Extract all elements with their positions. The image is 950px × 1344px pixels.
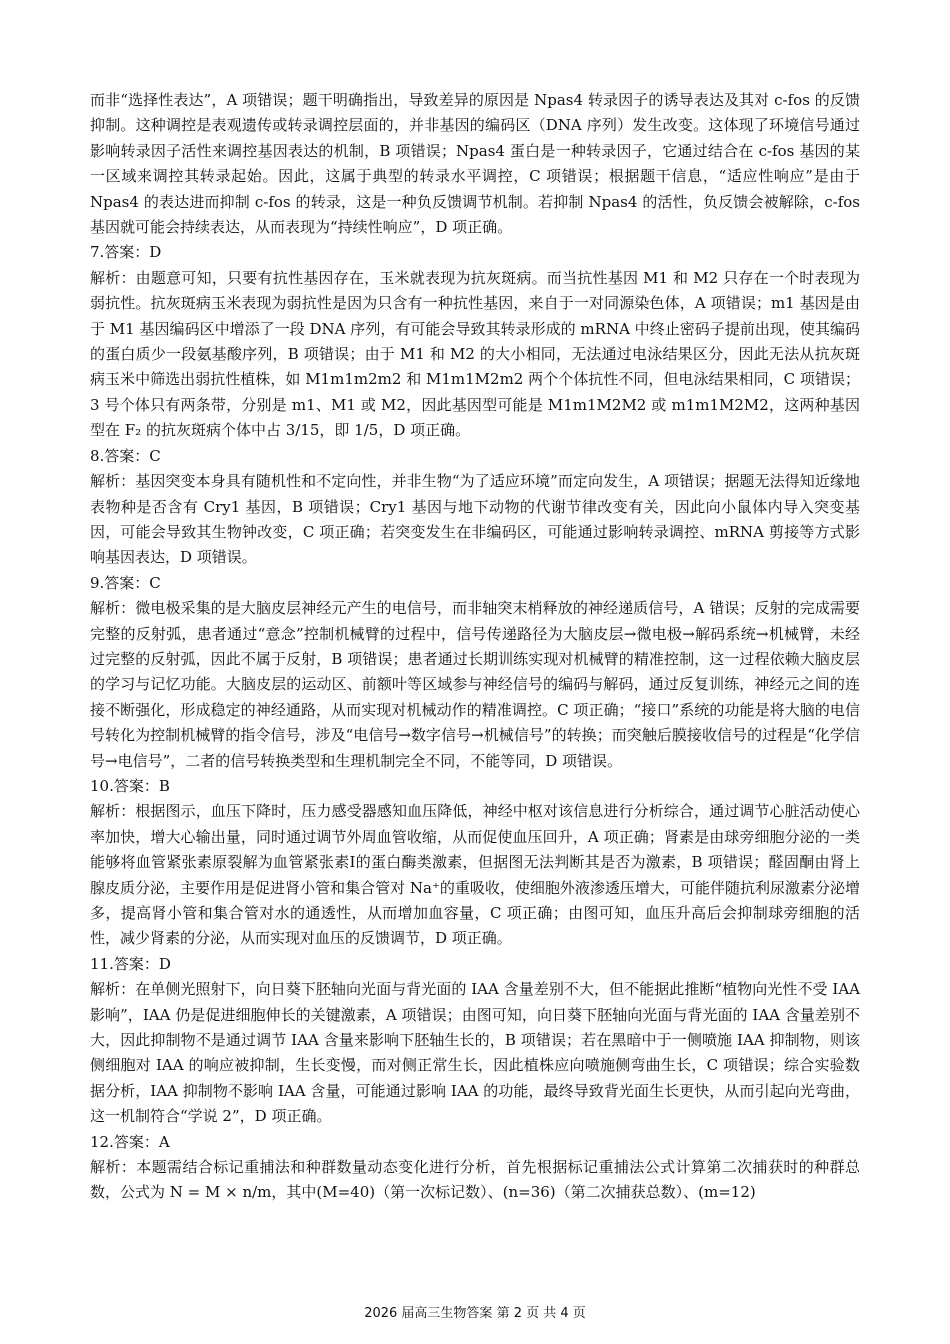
page-footer: 2026 届高三生物答案 第 2 页 共 4 页 [364, 1306, 586, 1321]
paragraph-q6-continuation: 而非“选择性表达”，A 项错误；题干明确指出，导致差异的原因是 Npas4 转录因子的诱导表达及其对 c-fos 的反馈抑制。这种调控是表观遗传或转录调控层面的，并非基因的编码区（DNA 序列）发生改变。这体现了环境信号通过影响转录因子活性来调控基因表达的机制，B 项错误；Npas4 蛋白是一种转录因子，它通过结合在 c-fos 基因的某一区域来调控其转录起始。因此，这属于典型的转录水平调控，C 项错误；根据题干信息，“适应性响应”是由于 Npas4 的表达进而抑制 c-fos 的转录，这是一种负反馈调节机制。若抑制 Npas4 的活性，负反馈会被解除，c-fos 基因就可能会持续表达，从而表现为“持续性响应”，D 项正确。 [90, 91, 860, 237]
analysis-q10: 解析：根据图示，血压下降时，压力感受器感知血压降低，神经中枢对该信息进行分析综合，通过调节心脏活动使心率加快，增大心输出量，同时通过调节外周血管收缩，从而促使血压回升，A 项正确；肾素是由球旁细胞分泌的一类能够将血管紧张素原裂解为血管紧张素Ⅰ的蛋白酶类激素，但据图无法判断其是否为激素，B 项错误；醛固酮由肾上腺皮质分泌，主要作用是促进肾小管和集合管对 Na⁺的重吸收，使细胞外液渗透压增大，可能伴随抗利尿激素分泌增多，提高肾小管和集合管对水的通透性，从而增加血容量，C 项正确；由图可知，血压升高后会抑制球旁细胞的活性，减少肾素的分泌，从而实现对血压的反馈调节，D 项正确。 [90, 802, 860, 948]
analysis-q11: 解析：在单侧光照射下，向日葵下胚轴向光面与背光面的 IAA 含量差别不大，但不能据此推断“植物向光性不受 IAA 影响”，IAA 仍是促进细胞伸长的关键激素，A 项错误；由图可知，向日葵下胚轴向光面与背光面的 IAA 含量差别不大，因此抑制物不是通过调节 IAA 含量来影响下胚轴生长的，B 项错误；若在黑暗中于一侧喷施 IAA 抑制物，则该侧细胞对 IAA 的响应被抑制，生长变慢，而对侧正常生长，因此植株应向喷施侧弯曲生长，C 项错误；综合实验数据分析，IAA 抑制物不影响 IAA 含量，可能通过影响 IAA 的功能，最终导致背光面生长更快，从而引起向光弯曲，这一机制符合“学说 2”，D 项正确。 [90, 980, 860, 1126]
answer-q12: 12.答案：A [90, 1132, 170, 1151]
answer-content [90, 88, 860, 1206]
answer-q11: 11.答案：D [90, 954, 171, 973]
answer-q9: 9.答案：C [90, 573, 161, 592]
analysis-q7: 解析：由题意可知，只要有抗性基因存在，玉米就表现为抗灰斑病。而当抗性基因 M1 和 M2 只存在一个时表现为弱抗性。抗灰斑病玉米表现为弱抗性是因为只含有一种抗性基因，来自于一对同源染色体，A 项错误；m1 基因是由于 M1 基因编码区中增添了一段 DNA 序列，有可能会导致其转录形成的 mRNA 中终止密码子提前出现，使其编码的蛋白质少一段氨基酸序列，B 项错误；由于 M1 和 M2 的大小相同，无法通过电泳结果区分，因此无法从抗灰斑病玉米中筛选出弱抗性植株，如 M1m1m2m2 和 M1m1M2m2 两个个体抗性不同，但电泳结果相同，C 项错误；3 号个体只有两条带，分别是 m1、M1 或 M2，因此基因型可能是 M1m1M2M2 或 m1m1M2M2，这两种基因型在 F₂ 的抗灰斑病个体中占 3/15，即 1/5，D 项正确。 [90, 268, 860, 440]
analysis-q9: 解析：微电极采集的是大脑皮层神经元产生的电信号，而非轴突末梢释放的神经递质信号，A 错误；反射的完成需要完整的反射弧，患者通过“意念”控制机械臂的过程中，信号传递路径为大脑皮层→微电极→解码系统→机械臂，未经过完整的反射弧，因此不属于反射，B 项错误；患者通过长期训练实现对机械臂的精准控制，这一过程依赖大脑皮层的学习与记忆功能。大脑皮层的运动区、前额叶等区域参与神经信号的编码与解码，通过反复训练，神经元之间的连接不断强化，形成稳定的神经通路，从而实现对机械动作的精准调控。C 项正确；“接口”系统的功能是将大脑的电信号转化为控制机械臂的指令信号，涉及“电信号→数字信号→机械信号”的转换；而突触后膜接收信号的过程是“化学信号→电信号”，二者的信号转换类型和生理机制完全不同，不能等同，D 项错误。 [90, 599, 860, 770]
answer-q7: 7.答案：D [90, 243, 162, 262]
analysis-q12: 解析：本题需结合标记重捕法和种群数量动态变化进行分析，首先根据标记重捕法公式计算第二次捕获时的种群总数，公式为 N = M × n/m，其中(M=40)（第一次标记数）、(n=36)（第二次捕获总数）、(m=12) [90, 1158, 860, 1202]
analysis-q8: 解析：基因突变本身具有随机性和不定向性，并非生物“为了适应环境”而定向发生，A 项错误；据题无法得知近缘地表物种是否含有 Cry1 基因，B 项错误；Cry1 基因与地下动物的代谢节律改变有关，因此向小鼠体内导入突变基因，可能会导致其生物钟改变，C 项正确；若突变发生在非编码区，可能通过影响转录调控、mRNA 剪接等方式影响基因表达，D 项错误。 [90, 472, 860, 567]
answer-q8: 8.答案：C [90, 446, 161, 465]
answer-q10: 10.答案：B [90, 776, 170, 795]
